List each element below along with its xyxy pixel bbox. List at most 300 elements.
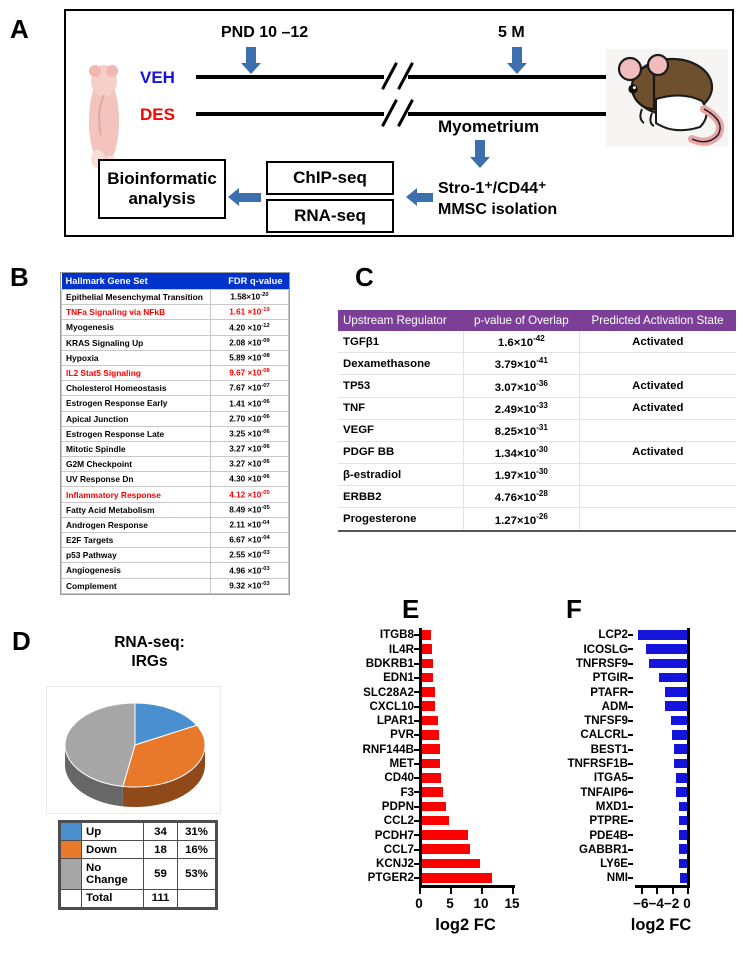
chart-bar-row xyxy=(540,828,736,842)
legend-count: 18 xyxy=(144,841,178,859)
bar-track xyxy=(419,671,526,685)
fdr-q-value xyxy=(211,320,289,335)
q-mantissa: 1.41 ×10 xyxy=(229,399,262,409)
gene-label: ITGA5 xyxy=(593,771,628,785)
group-label-veh: VEH xyxy=(140,68,175,87)
treatment-arrow-early-icon xyxy=(241,47,261,74)
value-bar xyxy=(680,873,687,883)
gene-label: PTAFR xyxy=(590,685,628,699)
bar-track xyxy=(633,871,736,885)
bar-track xyxy=(633,714,736,728)
value-bar xyxy=(419,802,446,812)
column-header-gene-set: Hallmark Gene Set xyxy=(62,273,211,290)
table-row xyxy=(62,381,289,396)
chart-bar-row xyxy=(540,628,736,642)
p-mantissa: 8.25×10 xyxy=(494,425,537,438)
bar-track xyxy=(633,657,736,671)
gene-set-name: Epithelial Mesenchymal Transition xyxy=(62,290,211,305)
x-axis-tick xyxy=(481,888,483,894)
predicted-activation-state xyxy=(579,353,736,375)
panel-letter-b: B xyxy=(10,262,29,292)
q-mantissa: 8.49 ×10 xyxy=(229,505,262,515)
panel-a-diagram xyxy=(64,9,734,237)
table-row xyxy=(62,350,289,365)
bar-track xyxy=(419,685,526,699)
gene-label: TNFRSF1B xyxy=(567,757,628,771)
value-bar xyxy=(419,830,468,840)
bar-track xyxy=(419,871,526,885)
chart-e-x-axis xyxy=(419,885,515,888)
value-bar xyxy=(674,744,687,754)
panel-d-title xyxy=(62,634,237,672)
x-axis-tick xyxy=(687,888,689,894)
q-mantissa: 9.67 ×10 xyxy=(229,368,262,378)
table-row xyxy=(338,375,736,397)
upstream-regulator-name: TP53 xyxy=(338,375,464,397)
chart-bar-row xyxy=(330,828,526,842)
overlap-p-value xyxy=(464,331,580,353)
q-exponent: -03 xyxy=(261,550,270,557)
pie-legend-table xyxy=(58,820,218,910)
fdr-q-value xyxy=(211,548,289,563)
q-mantissa: 5.89 ×10 xyxy=(229,353,262,363)
chart-bar-row xyxy=(540,771,736,785)
gene-set-name: G2M Checkpoint xyxy=(62,457,211,472)
analysis-label-line1: Bioinformatic xyxy=(107,168,217,188)
value-bar xyxy=(674,759,687,769)
q-exponent: -12 xyxy=(261,322,270,329)
value-bar xyxy=(665,687,687,697)
q-mantissa: 4.30 ×10 xyxy=(229,475,262,485)
value-bar xyxy=(649,659,688,669)
value-bar xyxy=(671,716,687,726)
predicted-activation-state xyxy=(579,419,736,441)
bar-track xyxy=(633,757,736,771)
fdr-q-value xyxy=(211,381,289,396)
fdr-q-value xyxy=(211,305,289,320)
chart-bar-row xyxy=(330,699,526,713)
fdr-q-value xyxy=(211,472,289,487)
tissue-to-isolation-arrow-icon xyxy=(470,140,490,168)
q-exponent: -05 xyxy=(261,489,270,496)
predicted-activation-state xyxy=(579,464,736,486)
bar-track xyxy=(419,800,526,814)
upregulated-genes-bar-chart xyxy=(330,628,530,933)
fdr-q-value xyxy=(211,578,289,593)
upstream-regulator-name: PDGF BB xyxy=(338,441,464,463)
chart-f-x-axis-title: log2 FC xyxy=(630,916,692,935)
legend-row xyxy=(61,889,216,907)
p-mantissa: 1.97×10 xyxy=(494,470,537,483)
gene-label: BEST1 xyxy=(590,742,628,756)
gene-label: KCNJ2 xyxy=(375,857,414,871)
q-exponent: -19 xyxy=(261,307,270,314)
chart-bar-row xyxy=(540,757,736,771)
column-header-fdr-q-value: FDR q-value xyxy=(211,273,289,290)
bar-track xyxy=(419,657,526,671)
q-mantissa: 3.27 ×10 xyxy=(229,444,262,454)
chart-bar-row xyxy=(330,757,526,771)
value-bar xyxy=(659,673,687,683)
bar-track xyxy=(419,714,526,728)
legend-color-swatch xyxy=(61,841,82,859)
q-exponent: -08 xyxy=(261,368,270,375)
assay-box-rna-seq: RNA-seq xyxy=(266,199,394,233)
legend-label: Up xyxy=(82,823,144,841)
chart-f-x-axis xyxy=(635,885,690,888)
p-mantissa: 2.49×10 xyxy=(494,403,537,416)
gene-set-name: Fatty Acid Metabolism xyxy=(62,502,211,517)
chart-bar-row xyxy=(540,657,736,671)
upstream-regulator-table xyxy=(338,310,736,532)
chart-bar-row xyxy=(330,871,526,885)
value-bar xyxy=(676,787,687,797)
x-axis-tick-label: 5 xyxy=(446,896,454,912)
table-row xyxy=(62,472,289,487)
p-exponent: -42 xyxy=(533,334,545,344)
legend-label: No Change xyxy=(82,859,144,889)
timeline-des-right xyxy=(408,112,630,116)
chart-bar-row xyxy=(330,785,526,799)
gene-set-name: Complement xyxy=(62,578,211,593)
q-mantissa: 2.70 ×10 xyxy=(229,414,262,424)
column-header-upstream-regulator: Upstream Regulator xyxy=(338,310,464,331)
fdr-q-value xyxy=(211,487,289,502)
legend-count: 59 xyxy=(144,859,178,889)
gene-set-name: TNFa Signaling via NFkB xyxy=(62,305,211,320)
q-exponent: -06 xyxy=(261,459,270,466)
gene-label: BDKRB1 xyxy=(365,656,414,670)
bar-track xyxy=(633,628,736,642)
table-row xyxy=(62,578,289,593)
q-exponent: -20 xyxy=(260,292,269,299)
chart-bar-row xyxy=(330,628,526,642)
upstream-regulator-name: TNF xyxy=(338,397,464,419)
timeline-veh-left xyxy=(196,75,384,79)
q-exponent: -09 xyxy=(261,337,270,344)
gene-set-name: Apical Junction xyxy=(62,411,211,426)
chart-bar-row xyxy=(540,742,736,756)
predicted-activation-state xyxy=(579,508,736,531)
x-axis-tick-label: −6 xyxy=(633,896,649,912)
value-bar xyxy=(646,644,687,654)
legend-percent: 53% xyxy=(178,859,216,889)
x-axis-tick xyxy=(419,888,421,894)
bar-track xyxy=(419,842,526,856)
bar-track xyxy=(633,771,736,785)
gene-label: ICOSLG xyxy=(583,642,628,656)
table-row xyxy=(338,353,736,375)
x-axis-tick-label: −2 xyxy=(663,896,680,912)
q-mantissa: 3.27 ×10 xyxy=(229,460,262,470)
table-row xyxy=(62,335,289,350)
bar-track xyxy=(633,800,736,814)
bar-track xyxy=(419,814,526,828)
value-bar xyxy=(419,816,449,826)
gene-label: GABBR1 xyxy=(579,842,628,856)
p-mantissa: 3.07×10 xyxy=(494,381,537,394)
bar-track xyxy=(633,842,736,856)
chart-bar-row xyxy=(540,842,736,856)
chart-e-x-axis-title: log2 FC xyxy=(435,916,496,935)
chart-bar-row xyxy=(540,800,736,814)
panel-letter-a: A xyxy=(10,14,29,44)
bar-track xyxy=(419,728,526,742)
gene-label: F3 xyxy=(400,785,414,799)
legend-row xyxy=(61,859,216,889)
predicted-activation-state: Activated xyxy=(579,375,736,397)
upstream-regulator-name: β-estradiol xyxy=(338,464,464,486)
fdr-q-value xyxy=(211,365,289,380)
x-axis-tick xyxy=(512,888,514,894)
chart-bar-row xyxy=(330,842,526,856)
predicted-activation-state: Activated xyxy=(579,441,736,463)
table-row xyxy=(338,331,736,353)
analysis-box xyxy=(98,159,226,219)
gene-set-name: Inflammatory Response xyxy=(62,487,211,502)
gene-set-name: Hypoxia xyxy=(62,350,211,365)
column-header-activation-state: Predicted Activation State xyxy=(579,310,736,331)
gene-label: PDE4B xyxy=(589,828,628,842)
legend-color-swatch xyxy=(61,889,82,907)
gene-set-name: Mitotic Spindle xyxy=(62,441,211,456)
overlap-p-value xyxy=(464,375,580,397)
bar-track xyxy=(633,671,736,685)
timepoint-late-label: 5 M xyxy=(498,24,525,41)
chart-bar-row xyxy=(330,814,526,828)
q-exponent: -04 xyxy=(261,520,270,527)
chart-bar-row xyxy=(540,699,736,713)
gene-label: CALCRL xyxy=(580,728,628,742)
gene-label: RNF144B xyxy=(362,742,414,756)
hallmark-gene-set-table xyxy=(60,272,290,595)
q-exponent: -03 xyxy=(261,565,270,572)
q-exponent: -06 xyxy=(261,428,270,435)
value-bar xyxy=(419,859,480,869)
bar-track xyxy=(633,728,736,742)
q-exponent: -08 xyxy=(261,352,270,359)
table-row xyxy=(62,305,289,320)
table-row xyxy=(338,464,736,486)
table-header-row xyxy=(62,273,289,290)
overlap-p-value xyxy=(464,353,580,375)
q-exponent: -06 xyxy=(261,474,270,481)
p-exponent: -30 xyxy=(536,445,548,455)
chart-bar-row xyxy=(540,728,736,742)
p-exponent: -36 xyxy=(536,378,548,388)
bar-track xyxy=(633,785,736,799)
chart-bar-row xyxy=(330,714,526,728)
overlap-p-value xyxy=(464,464,580,486)
bar-track xyxy=(419,828,526,842)
upstream-regulator-name: Dexamethasone xyxy=(338,353,464,375)
value-bar xyxy=(676,773,687,783)
chart-bar-row xyxy=(540,685,736,699)
pie-chart-svg xyxy=(47,687,222,815)
bar-track xyxy=(419,699,526,713)
bar-track xyxy=(633,699,736,713)
chart-bar-row xyxy=(540,857,736,871)
x-axis-tick xyxy=(672,888,674,894)
value-bar xyxy=(419,744,440,754)
chart-bar-row xyxy=(330,671,526,685)
q-exponent: -06 xyxy=(261,444,270,451)
bar-track xyxy=(419,757,526,771)
gene-set-name: UV Response Dn xyxy=(62,472,211,487)
chart-bar-row xyxy=(540,671,736,685)
fdr-q-value xyxy=(211,290,289,305)
table-row xyxy=(338,397,736,419)
predicted-activation-state: Activated xyxy=(579,397,736,419)
gene-label: LCP2 xyxy=(598,628,628,642)
fdr-q-value xyxy=(211,411,289,426)
upstream-regulator-name: Progesterone xyxy=(338,508,464,531)
table-row xyxy=(62,457,289,472)
bar-track xyxy=(633,742,736,756)
table-header-row xyxy=(338,310,736,331)
p-exponent: -30 xyxy=(536,467,548,477)
chart-bar-row xyxy=(330,728,526,742)
q-mantissa: 4.12 ×10 xyxy=(229,490,262,500)
gene-label: PTPRE xyxy=(589,814,628,828)
fdr-q-value xyxy=(211,502,289,517)
timeline-des-left xyxy=(196,112,384,116)
x-axis-tick-label: −4 xyxy=(648,896,664,912)
table-row xyxy=(338,486,736,508)
fdr-q-value xyxy=(211,517,289,532)
bar-track xyxy=(419,857,526,871)
adult-mouse-icon xyxy=(606,49,728,147)
column-header-p-value: p-value of Overlap xyxy=(464,310,580,331)
fdr-q-value xyxy=(211,457,289,472)
table-row xyxy=(62,441,289,456)
p-mantissa: 1.27×10 xyxy=(494,514,537,527)
chart-bar-row xyxy=(540,871,736,885)
q-mantissa: 2.11 ×10 xyxy=(229,520,262,530)
q-mantissa: 4.20 ×10 xyxy=(229,323,262,333)
table-row xyxy=(338,441,736,463)
gene-label: PCDH7 xyxy=(374,828,414,842)
table-row xyxy=(338,419,736,441)
q-mantissa: 7.67 ×10 xyxy=(229,384,262,394)
bar-track xyxy=(633,857,736,871)
table-row xyxy=(62,563,289,578)
isolation-to-assay-arrow-icon xyxy=(406,188,433,206)
gene-set-name: Angiogenesis xyxy=(62,563,211,578)
collection-arrow-late-icon xyxy=(507,47,527,74)
q-mantissa: 3.25 ×10 xyxy=(229,429,262,439)
chart-bar-row xyxy=(330,685,526,699)
fdr-q-value xyxy=(211,396,289,411)
q-mantissa: 1.61 ×10 xyxy=(229,308,262,318)
gene-label: ITGB8 xyxy=(379,628,414,642)
gene-label: LY6E xyxy=(600,857,628,871)
legend-row xyxy=(61,841,216,859)
fdr-q-value xyxy=(211,350,289,365)
table-row xyxy=(62,426,289,441)
chart-bar-row xyxy=(540,785,736,799)
overlap-p-value xyxy=(464,508,580,531)
q-exponent: -05 xyxy=(261,504,270,511)
q-mantissa: 2.55 ×10 xyxy=(229,551,262,561)
assay-to-analysis-arrow-icon xyxy=(228,188,261,206)
p-exponent: -31 xyxy=(536,422,548,432)
table-row xyxy=(338,508,736,531)
bar-track xyxy=(633,828,736,842)
x-axis-tick-label: 0 xyxy=(683,896,691,912)
overlap-p-value xyxy=(464,441,580,463)
p-mantissa: 1.34×10 xyxy=(494,447,537,460)
gene-set-name: IL2 Stat5 Signaling xyxy=(62,365,211,380)
tissue-label: Myometrium xyxy=(438,117,540,136)
predicted-activation-state xyxy=(579,486,736,508)
gene-label: PVR xyxy=(390,728,414,742)
x-axis-tick xyxy=(450,888,452,894)
timepoint-early-label: PND 10 –12 xyxy=(221,24,309,41)
gene-label: PTGER2 xyxy=(367,871,414,885)
gene-label: TNFAIP6 xyxy=(580,785,628,799)
chart-bar-row xyxy=(540,814,736,828)
chart-bar-row xyxy=(330,857,526,871)
gene-set-name: KRAS Signaling Up xyxy=(62,335,211,350)
bar-track xyxy=(633,685,736,699)
bar-track xyxy=(633,642,736,656)
isolation-label-line1: Stro-1⁺/CD44⁺ xyxy=(438,180,547,197)
gene-label: EDN1 xyxy=(383,671,414,685)
gene-set-name: Androgen Response xyxy=(62,517,211,532)
fdr-q-value xyxy=(211,441,289,456)
gene-label: CCL7 xyxy=(383,842,414,856)
q-exponent: -04 xyxy=(261,535,270,542)
gene-set-name: Estrogen Response Early xyxy=(62,396,211,411)
q-mantissa: 2.08 ×10 xyxy=(229,338,262,348)
gene-label: PTGIR xyxy=(592,671,628,685)
legend-label: Total xyxy=(82,889,144,907)
q-mantissa: 6.67 ×10 xyxy=(229,535,262,545)
value-bar xyxy=(679,816,687,826)
gene-label: NMI xyxy=(606,871,628,885)
value-bar xyxy=(419,873,492,883)
bar-track xyxy=(419,785,526,799)
value-bar xyxy=(679,859,687,869)
table-row xyxy=(62,411,289,426)
legend-count: 34 xyxy=(144,823,178,841)
timeline-veh-right xyxy=(408,75,630,79)
fdr-q-value xyxy=(211,533,289,548)
bar-track xyxy=(419,642,526,656)
panel-letter-f: F xyxy=(566,594,582,624)
table-row xyxy=(62,502,289,517)
overlap-p-value xyxy=(464,419,580,441)
chart-bar-row xyxy=(330,642,526,656)
table-row xyxy=(62,290,289,305)
chart-f-y-axis xyxy=(687,628,690,885)
bar-track xyxy=(419,628,526,642)
value-bar xyxy=(679,844,687,854)
q-exponent: -03 xyxy=(261,580,270,587)
panel-letter-e: E xyxy=(402,594,420,624)
legend-percent: 16% xyxy=(178,841,216,859)
gene-label: TNFRSF9 xyxy=(575,656,628,670)
value-bar xyxy=(419,773,441,783)
gene-label: PDPN xyxy=(381,799,414,813)
gene-set-name: E2F Targets xyxy=(62,533,211,548)
table-row xyxy=(62,365,289,380)
downregulated-genes-bar-chart xyxy=(540,628,740,933)
x-axis-tick xyxy=(641,888,643,894)
table-row xyxy=(62,517,289,532)
bar-track xyxy=(633,814,736,828)
